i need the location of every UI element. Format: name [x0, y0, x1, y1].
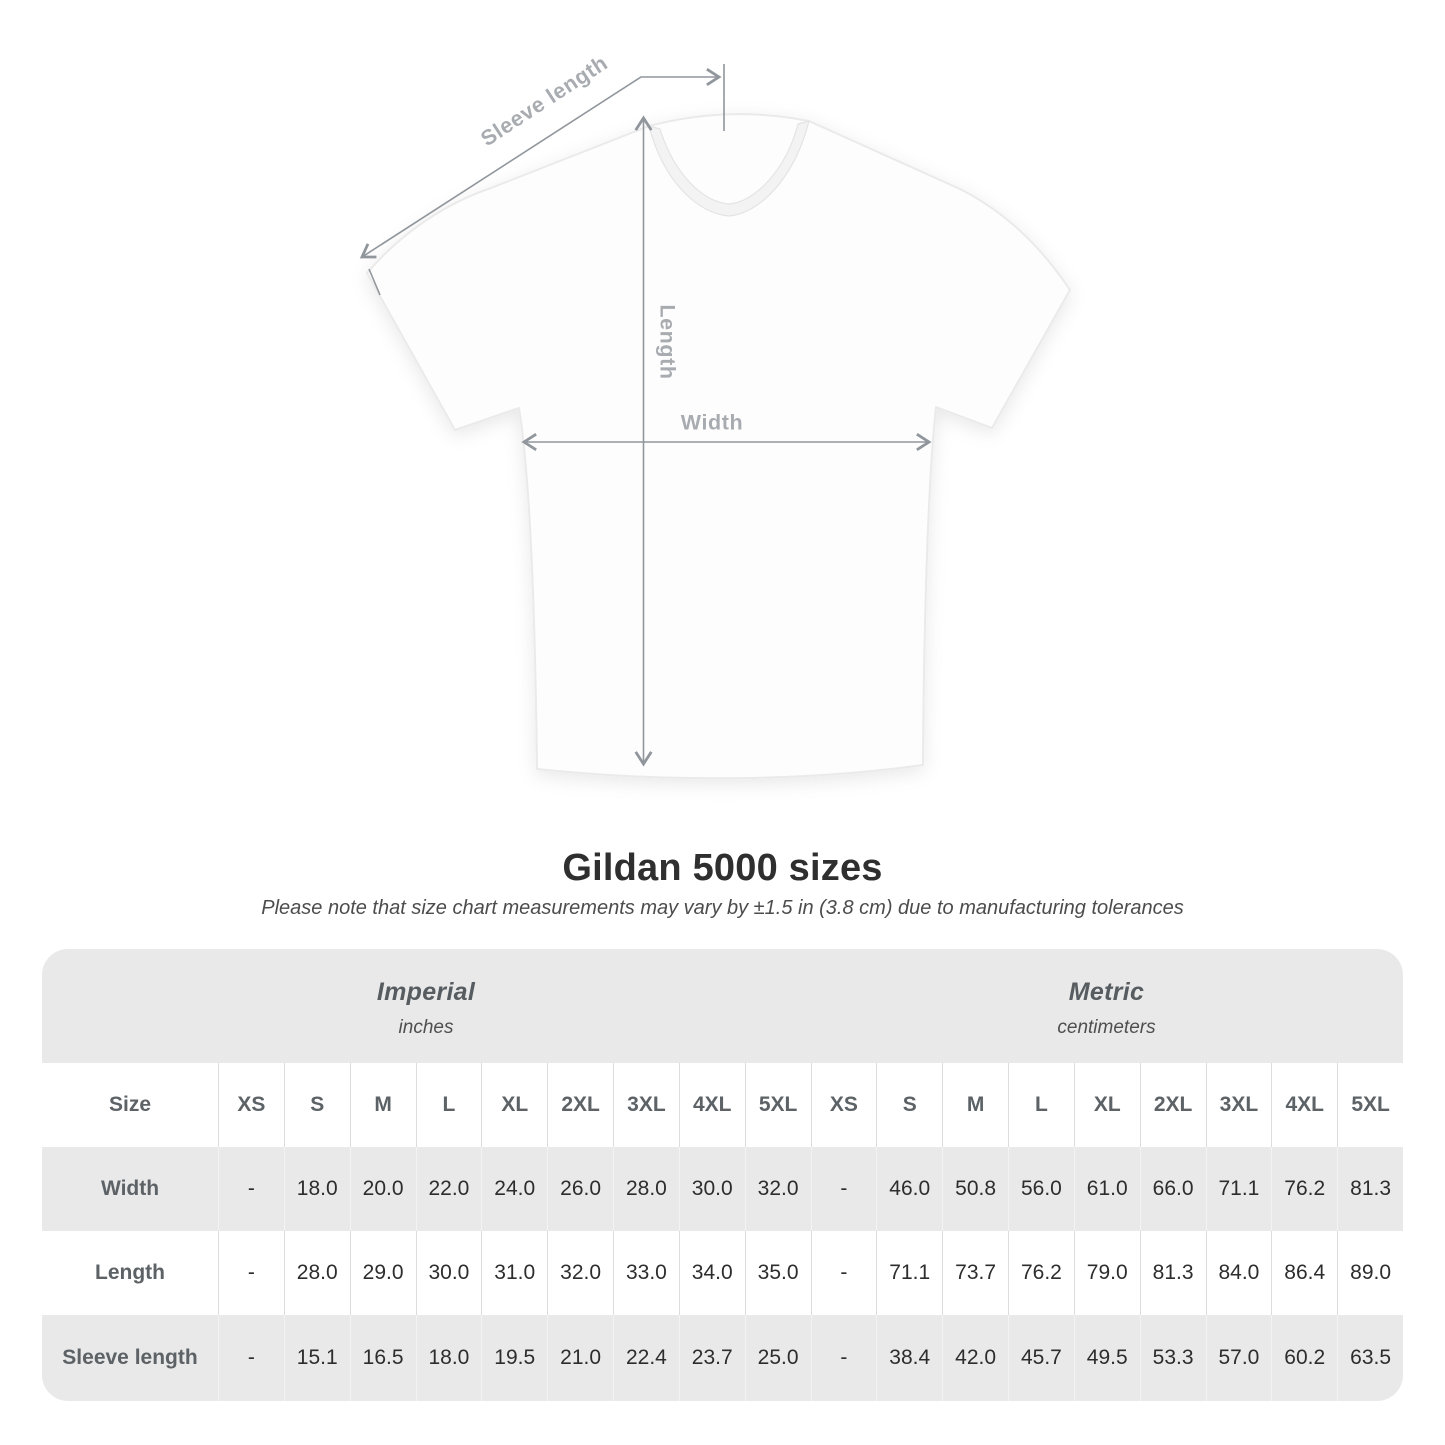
size-header-imperial: 5XL: [745, 1063, 811, 1147]
size-header-metric: 4XL: [1271, 1063, 1337, 1147]
size-header-imperial: S: [284, 1063, 350, 1147]
value-cell: 34.0: [679, 1231, 745, 1315]
table-row: [42, 1147, 1403, 1231]
value-cell: 30.0: [416, 1231, 482, 1315]
value-cell: 15.1: [284, 1315, 350, 1401]
size-header-metric: 2XL: [1140, 1063, 1206, 1147]
table-row: [42, 1315, 1403, 1401]
row-label: Sleeve length: [62, 1346, 198, 1369]
value-cell: 23.7: [679, 1315, 745, 1401]
value-cell: 26.0: [547, 1147, 613, 1231]
value-cell: 18.0: [416, 1315, 482, 1401]
value-cell: 71.1: [876, 1231, 942, 1315]
sleeve-length-label: Sleeve length: [476, 50, 613, 152]
size-header-imperial: L: [416, 1063, 482, 1147]
tolerance-note: Please note that size chart measurements may vary by ±1.5 in (3.8 cm) due to manufacturing tolerances: [261, 897, 1184, 919]
size-header-metric: XS: [811, 1063, 877, 1147]
value-cell: 81.3: [1337, 1147, 1403, 1231]
value-cell: 30.0: [679, 1147, 745, 1231]
value-cell: 24.0: [481, 1147, 547, 1231]
size-header-metric: L: [1008, 1063, 1074, 1147]
size-header-metric: S: [876, 1063, 942, 1147]
value-cell: 19.5: [481, 1315, 547, 1401]
width-label: Width: [680, 410, 744, 435]
value-cell: -: [811, 1147, 877, 1231]
value-cell: 21.0: [547, 1315, 613, 1401]
value-cell: 29.0: [350, 1231, 416, 1315]
imperial-label: Imperial: [376, 977, 476, 1006]
value-cell: 50.8: [942, 1147, 1008, 1231]
value-cell: 22.0: [416, 1147, 482, 1231]
value-cell: 76.2: [1271, 1147, 1337, 1231]
value-cell: -: [218, 1231, 284, 1315]
value-cell: -: [811, 1315, 877, 1401]
size-header-imperial: 3XL: [613, 1063, 679, 1147]
value-cell: 84.0: [1206, 1231, 1272, 1315]
size-header-metric: M: [942, 1063, 1008, 1147]
value-cell: 89.0: [1337, 1231, 1403, 1315]
size-table: [42, 949, 1403, 1401]
value-cell: 18.0: [284, 1147, 350, 1231]
value-cell: 73.7: [942, 1231, 1008, 1315]
value-cell: 35.0: [745, 1231, 811, 1315]
row-label: Length: [95, 1261, 165, 1284]
row-label: Width: [100, 1177, 160, 1200]
size-header-metric: XL: [1074, 1063, 1140, 1147]
size-column-header: Size: [108, 1093, 152, 1116]
value-cell: -: [218, 1147, 284, 1231]
value-cell: 28.0: [613, 1147, 679, 1231]
value-cell: 60.2: [1271, 1315, 1337, 1401]
size-header-imperial: XL: [481, 1063, 547, 1147]
value-cell: 32.0: [547, 1231, 613, 1315]
table-header-row: [42, 1063, 1403, 1147]
value-cell: 22.4: [613, 1315, 679, 1401]
value-cell: 79.0: [1074, 1231, 1140, 1315]
value-cell: 71.1: [1206, 1147, 1272, 1231]
size-header-imperial: 2XL: [547, 1063, 613, 1147]
length-label: Length: [655, 304, 680, 380]
value-cell: 49.5: [1074, 1315, 1140, 1401]
imperial-unit-label: inches: [398, 1016, 454, 1038]
size-header-imperial: M: [350, 1063, 416, 1147]
page-title: Gildan 5000 sizes: [562, 847, 883, 889]
value-cell: 16.5: [350, 1315, 416, 1401]
size-header-metric: 3XL: [1206, 1063, 1272, 1147]
value-cell: 32.0: [745, 1147, 811, 1231]
value-cell: 81.3: [1140, 1231, 1206, 1315]
size-table-grid: [42, 1063, 1403, 1401]
value-cell: 25.0: [745, 1315, 811, 1401]
metric-label: Metric: [1068, 977, 1145, 1006]
value-cell: 33.0: [613, 1231, 679, 1315]
value-cell: 76.2: [1008, 1231, 1074, 1315]
value-cell: -: [218, 1315, 284, 1401]
metric-group-header: [810, 949, 1403, 1063]
value-cell: 38.4: [876, 1315, 942, 1401]
unit-group-band: [42, 949, 1403, 1063]
value-cell: 53.3: [1140, 1315, 1206, 1401]
value-cell: 45.7: [1008, 1315, 1074, 1401]
metric-unit-label: centimeters: [1057, 1016, 1156, 1038]
size-header-imperial: XS: [218, 1063, 284, 1147]
value-cell: -: [811, 1231, 877, 1315]
value-cell: 31.0: [481, 1231, 547, 1315]
value-cell: 20.0: [350, 1147, 416, 1231]
value-cell: 63.5: [1337, 1315, 1403, 1401]
table-row: [42, 1231, 1403, 1315]
size-header-imperial: 4XL: [679, 1063, 745, 1147]
value-cell: 46.0: [876, 1147, 942, 1231]
value-cell: 61.0: [1074, 1147, 1140, 1231]
value-cell: 66.0: [1140, 1147, 1206, 1231]
imperial-group-header: [42, 949, 810, 1063]
size-header-metric: 5XL: [1337, 1063, 1403, 1147]
value-cell: 56.0: [1008, 1147, 1074, 1231]
value-cell: 57.0: [1206, 1315, 1272, 1401]
value-cell: 42.0: [942, 1315, 1008, 1401]
value-cell: 28.0: [284, 1231, 350, 1315]
value-cell: 86.4: [1271, 1231, 1337, 1315]
tshirt-image: [367, 114, 1070, 778]
